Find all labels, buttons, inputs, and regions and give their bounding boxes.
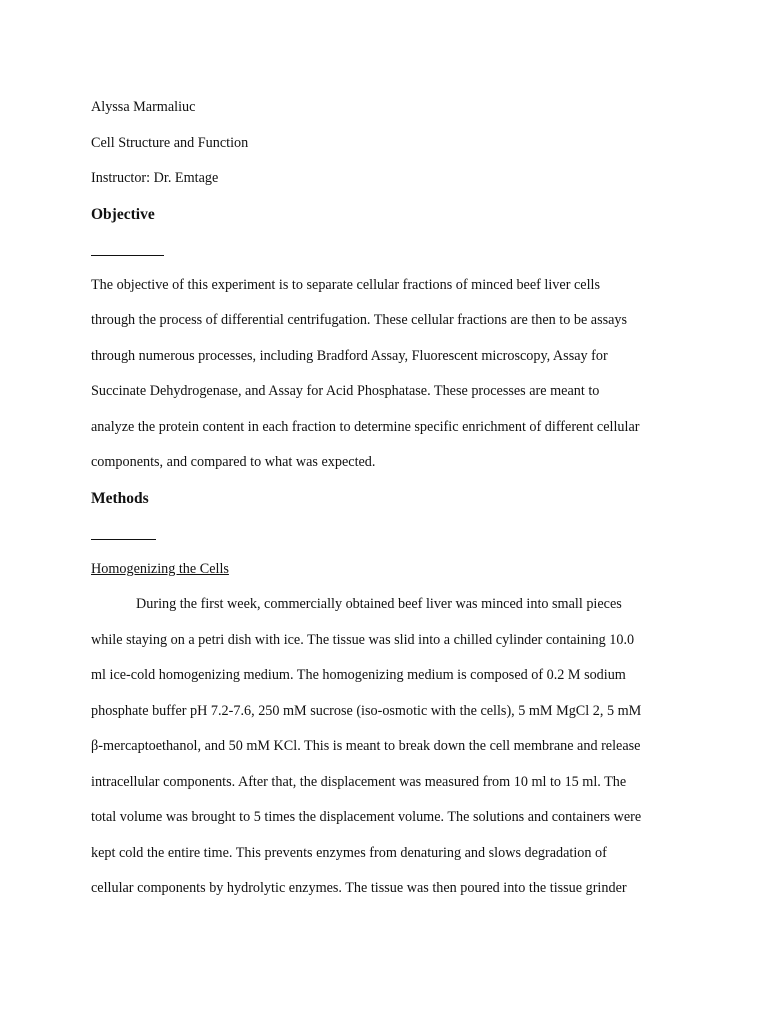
paragraph-line: intracellular components. After that, the displacement was measured from 10 ml to 15 ml. The [91,773,627,790]
methods-heading: Methods [91,489,149,507]
paragraph-line: phosphate buffer pH 7.2-7.6, 250 mM sucrose (iso-osmotic with the cells), 5 mM MgCl 2, 5 mM [91,702,642,719]
objective-paragraph [91,268,681,481]
paragraph-line: cellular components by hydrolytic enzymes. The tissue was then poured into the tissue grinder [91,880,627,896]
paragraph-line: The objective of this experiment is to separate cellular fractions of minced beef liver cells [91,276,600,293]
paragraph-line: components, and compared to what was expected. [91,454,376,470]
paragraph-line: while staying on a petri dish with ice. The tissue was slid into a chilled cylinder containing 10.0 [91,631,635,648]
paragraph-line: kept cold the entire time. This prevents enzymes from denaturing and slows degradation of [91,844,607,861]
course-name: Cell Structure and Function [91,134,249,151]
objective-heading: Objective [91,205,155,223]
paragraph-line: Succinate Dehydrogenase, and Assay for Acid Phosphatase. These processes are meant to [91,383,600,399]
methods-subheading: Homogenizing the Cells [91,560,229,577]
methods-divider [91,516,681,552]
paragraph-line: through numerous processes, including Bradford Assay, Fluorescent microscopy, Assay for [91,347,608,364]
paragraph-line: analyze the protein content in each fraction to determine specific enrichment of different cellular [91,418,640,435]
paragraph-line: total volume was brought to 5 times the displacement volume. The solutions and containers were [91,809,642,825]
paragraph-line: through the process of differential centrifugation. These cellular fractions are then to be assays [91,312,628,328]
instructor-name: Instructor: Dr. Emtage [91,170,219,186]
paragraph-line: During the first week, commercially obtained beef liver was minced into small pieces [136,596,622,612]
objective-divider [91,232,681,268]
document-body [91,90,681,907]
paragraph-line: β-mercaptoethanol, and 50 mM KCl. This is meant to break down the cell membrane and release [91,738,641,754]
methods-paragraph [91,587,681,907]
author-name: Alyssa Marmaliuc [91,99,196,115]
paragraph-line: ml ice-cold homogenizing medium. The homogenizing medium is composed of 0.2 M sodium [91,667,626,683]
